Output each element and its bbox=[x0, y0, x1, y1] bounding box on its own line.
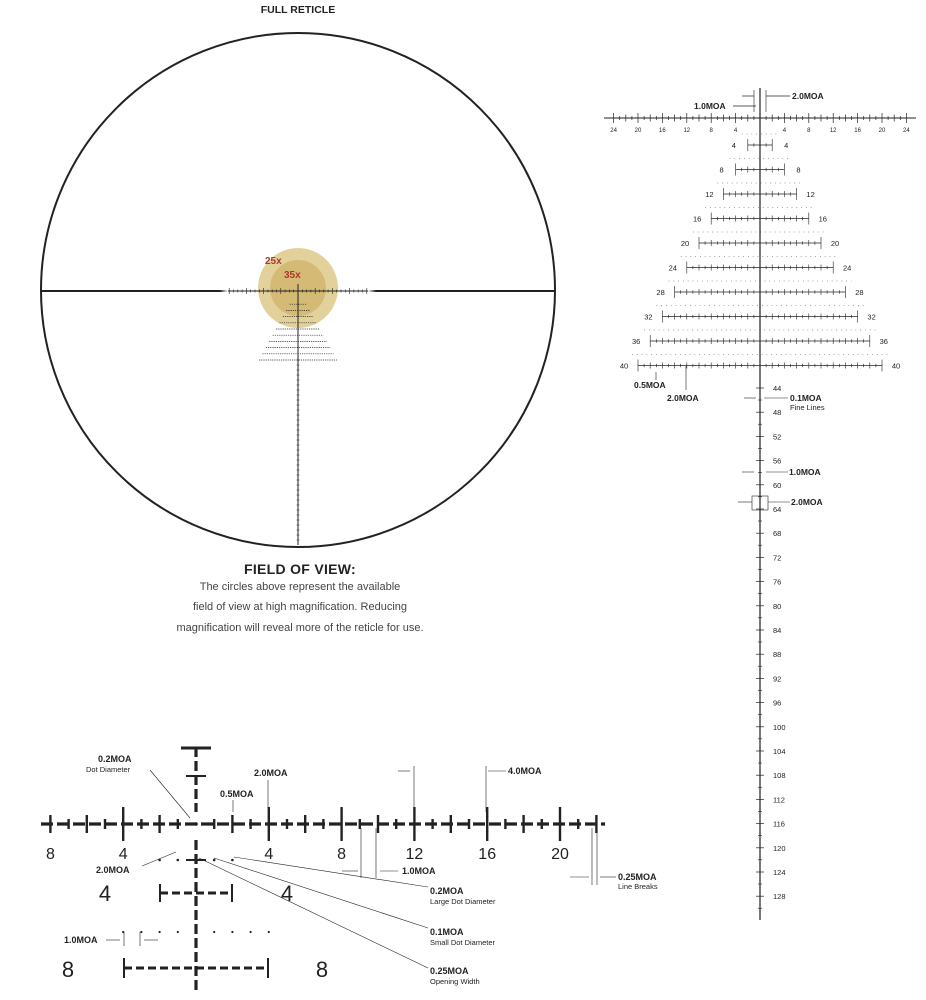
right-h-tick-label: 8 bbox=[807, 128, 811, 134]
label-left-2moa: 2.0MOA bbox=[96, 865, 130, 875]
dot-leader bbox=[150, 770, 190, 818]
fov-line-3: magnification will reveal more of the reticle for use. bbox=[176, 622, 424, 634]
label-opening-width: Opening Width bbox=[430, 977, 480, 986]
label-dot-02moa: 0.2MOA bbox=[98, 754, 132, 764]
tree-row-label-left: 36 bbox=[632, 337, 641, 346]
tree-row-label-right: 16 bbox=[818, 214, 827, 224]
v-label: 124 bbox=[773, 868, 786, 877]
v-label: 96 bbox=[773, 698, 782, 708]
tree-row-label-left: 24 bbox=[668, 263, 677, 273]
label-mid-1moa: 1.0MOA bbox=[402, 866, 436, 876]
label-05moa-bottom: 0.5MOA bbox=[220, 789, 254, 799]
label-line-breaks: Line Breaks bbox=[618, 882, 658, 891]
tree-row-label-left: 40 bbox=[619, 361, 629, 371]
full-reticle-title: FULL RETICLE bbox=[260, 4, 336, 16]
v-label: 72 bbox=[773, 553, 782, 563]
label-fine-lines: Fine Lines bbox=[790, 403, 825, 412]
tree-row-label-left: 16 bbox=[693, 214, 702, 224]
v-label: 48 bbox=[773, 408, 782, 418]
bottom-h-num: 20 bbox=[551, 846, 569, 863]
right-h-tick-label: 20 bbox=[634, 128, 642, 134]
bottom-h-num: 16 bbox=[478, 846, 497, 863]
tree-row-label-right: 4 bbox=[784, 141, 789, 150]
v-label: 68 bbox=[773, 529, 782, 539]
bottom-h-num: 8 bbox=[337, 846, 347, 863]
opening-leader bbox=[199, 858, 428, 968]
v-label: 100 bbox=[773, 722, 786, 732]
tree-row-label-right: 12 bbox=[806, 190, 815, 199]
v-label: 52 bbox=[773, 432, 782, 442]
right-reticle-detail bbox=[604, 88, 916, 920]
label-top-1moa: 1.0MOA bbox=[694, 101, 726, 111]
right-h-tick-label: 12 bbox=[683, 128, 691, 134]
row-4-num-right: 4 bbox=[280, 881, 294, 906]
v-label: 128 bbox=[773, 892, 786, 902]
v-label: 112 bbox=[773, 795, 785, 805]
tree-row-label-right: 24 bbox=[843, 263, 852, 273]
fov-line-1: The circles above represent the available bbox=[199, 581, 401, 593]
label-small-dot: Small Dot Diameter bbox=[430, 938, 496, 947]
v-label: 120 bbox=[773, 843, 786, 853]
large-dot-leader bbox=[234, 857, 428, 887]
label-fine-01moa: 0.1MOA bbox=[790, 393, 822, 403]
left-2moa-leader bbox=[142, 852, 176, 866]
bottom-small-dot bbox=[159, 931, 161, 933]
tree-row-label-left: 4 bbox=[731, 141, 736, 150]
v-label: 60 bbox=[773, 480, 782, 490]
bottom-h-num: 8 bbox=[45, 846, 55, 863]
bottom-small-dot bbox=[250, 931, 252, 933]
right-h-tick-label: 24 bbox=[610, 128, 617, 134]
bottom-reticle-detail bbox=[41, 747, 658, 990]
tree-row-label-left: 8 bbox=[719, 165, 724, 175]
center-dot bbox=[194, 822, 198, 826]
label-top-2moa: 2.0MOA bbox=[792, 91, 824, 101]
fov-title: FIELD OF VIEW: bbox=[243, 561, 357, 577]
right-h-tick-label: 4 bbox=[782, 128, 787, 134]
label-dot-diameter: Dot Diameter bbox=[86, 765, 131, 774]
v-label: 116 bbox=[773, 819, 785, 829]
tree-row-label-left: 32 bbox=[644, 312, 653, 322]
small-dot-leader bbox=[214, 858, 428, 928]
v-label: 88 bbox=[773, 650, 782, 660]
tree-row-label-left: 20 bbox=[680, 239, 690, 248]
right-thick-post bbox=[368, 290, 555, 292]
bottom-h-num: 12 bbox=[405, 846, 424, 863]
label-v-1moa: 1.0MOA bbox=[789, 467, 821, 477]
label-top-2moa-bottom: 2.0MOA bbox=[254, 768, 288, 778]
right-h-tick-label: 24 bbox=[903, 128, 910, 134]
v-label: 92 bbox=[773, 674, 782, 684]
right-h-tick-label: 16 bbox=[854, 128, 861, 134]
label-tree-05moa: 0.5MOA bbox=[634, 380, 666, 390]
label-v-2moa: 2.0MOA bbox=[791, 497, 823, 507]
bottom-dot bbox=[213, 859, 216, 862]
v-label: 44 bbox=[773, 384, 782, 393]
v-label: 56 bbox=[773, 456, 782, 466]
right-h-tick-label: 8 bbox=[709, 128, 713, 134]
mag-label-25x: 25x bbox=[265, 256, 282, 267]
row-4-num-left: 4 bbox=[98, 881, 112, 906]
bottom-h-num: 4 bbox=[118, 846, 128, 863]
tree-row-label-right: 36 bbox=[879, 337, 888, 346]
tree-row-label-right: 32 bbox=[867, 312, 876, 322]
tree-row-label-left: 12 bbox=[705, 190, 714, 199]
right-h-tick-label: 4 bbox=[733, 128, 738, 134]
bottom-small-dot bbox=[140, 931, 142, 933]
bottom-small-dot bbox=[268, 931, 270, 933]
bottom-dot bbox=[231, 859, 234, 862]
bottom-h-num: 4 bbox=[264, 846, 274, 863]
bottom-small-dot bbox=[213, 931, 215, 933]
right-h-tick-label: 16 bbox=[659, 128, 666, 134]
row-8-num-right: 8 bbox=[315, 957, 329, 982]
tree-row-label-left: 28 bbox=[656, 288, 665, 297]
label-line-breaks-025moa: 0.25MOA bbox=[618, 872, 657, 882]
tree-row-label-right: 28 bbox=[855, 288, 864, 297]
left-thick-post bbox=[41, 290, 228, 292]
mag-label-35x: 35x bbox=[284, 270, 301, 281]
v-label: 108 bbox=[773, 771, 786, 781]
row-8-num-left: 8 bbox=[61, 957, 75, 982]
label-large-dot-02moa: 0.2MOA bbox=[430, 886, 464, 896]
tree-row-label-right: 8 bbox=[796, 165, 801, 175]
bottom-dot bbox=[177, 859, 180, 862]
tree-row-label-right: 20 bbox=[830, 239, 840, 248]
label-large-dot: Large Dot Diameter bbox=[430, 897, 496, 906]
label-left-1moa: 1.0MOA bbox=[64, 935, 98, 945]
right-h-tick-label: 12 bbox=[829, 128, 837, 134]
v-label: 104 bbox=[773, 747, 786, 756]
right-h-tick-label: 20 bbox=[878, 128, 886, 134]
fov-line-2: field of view at high magnification. Reducing bbox=[192, 601, 407, 613]
label-small-dot-01moa: 0.1MOA bbox=[430, 927, 464, 937]
v-label: 64 bbox=[773, 505, 782, 514]
label-tree-2moa: 2.0MOA bbox=[667, 393, 699, 403]
label-opening-025moa: 0.25MOA bbox=[430, 966, 469, 976]
bottom-small-dot bbox=[177, 931, 179, 933]
v-label: 84 bbox=[773, 626, 782, 635]
v-label: 80 bbox=[773, 601, 782, 611]
v-label: 76 bbox=[773, 577, 782, 587]
tree-row-label-right: 40 bbox=[891, 361, 901, 371]
label-4moa: 4.0MOA bbox=[508, 766, 542, 776]
